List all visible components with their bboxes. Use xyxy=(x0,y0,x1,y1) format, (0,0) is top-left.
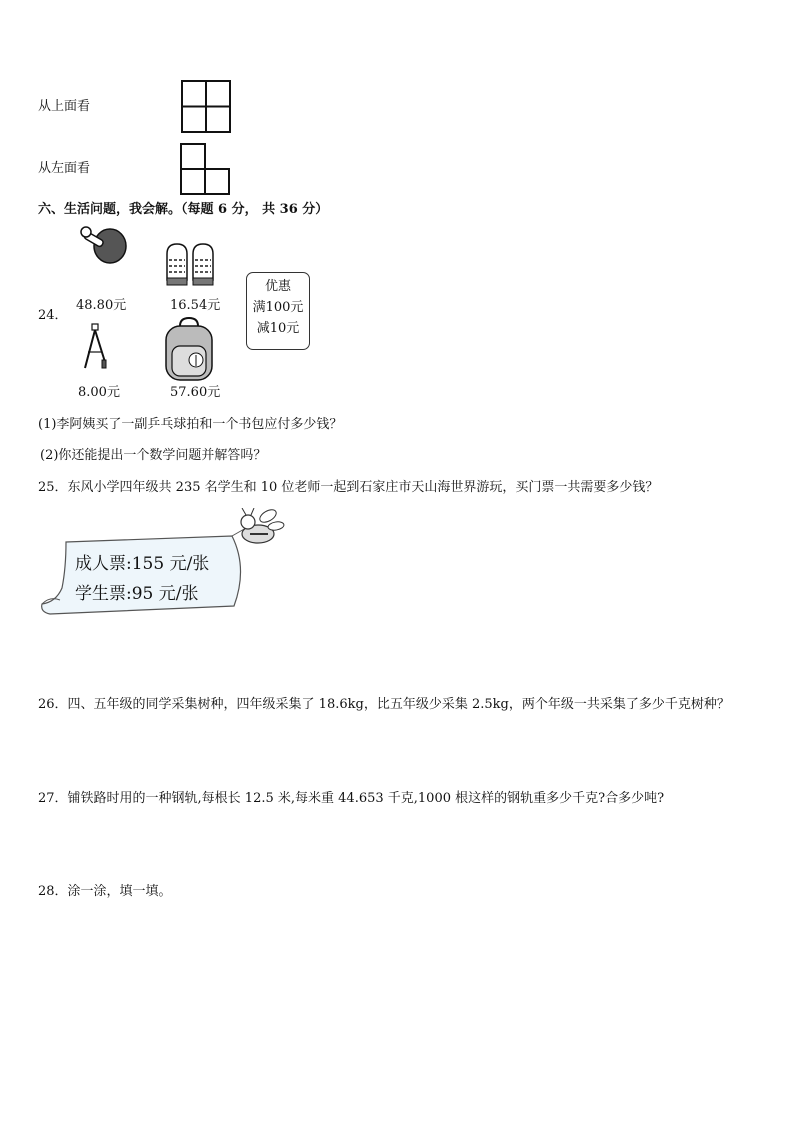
adult-ticket-price: 成人票:155 元/张 xyxy=(75,554,210,574)
promo-discount: 减10元 xyxy=(256,321,300,336)
price-mittens: 16.54元 xyxy=(170,298,221,313)
q25-text: 25．东风小学四年级共 235 名学生和 10 位老师一起到石家庄市天山海世界游玩，买门票一共需要多少钱？ xyxy=(38,480,659,495)
top-view-figure xyxy=(181,80,231,133)
section-six-heading: 六、生活问题，我会解。（每题 6 分， 共 36 分） xyxy=(38,202,329,217)
compass-icon xyxy=(80,322,110,372)
left-view-figure xyxy=(180,143,230,195)
promo-box xyxy=(246,272,310,350)
view-top-label: 从上面看 xyxy=(38,99,91,114)
top-view-grid xyxy=(181,80,231,133)
price-paddle: 48.80元 xyxy=(76,298,127,313)
student-ticket-price: 学生票:95 元/张 xyxy=(75,584,199,604)
q28-text: 28．涂一涂，填一填。 xyxy=(38,884,172,899)
mittens-icon xyxy=(163,240,219,288)
price-compass: 8.00元 xyxy=(78,385,120,400)
promo-title: 优惠 xyxy=(264,279,291,294)
promo-threshold: 满100元 xyxy=(252,300,304,315)
view-left-label: 从左面看 xyxy=(38,161,91,176)
price-backpack: 57.60元 xyxy=(170,385,221,400)
q27-text: 27．铺铁路时用的一种钢轨,每根长 12.5 米,每米重 44.653 千克,1000 根这样的钢轨重多少千克?合多少吨? xyxy=(38,791,665,806)
backpack-icon xyxy=(158,316,220,382)
q24-sub1: (1)李阿姨买了一副乒乓球拍和一个书包应付多少钱？ xyxy=(38,417,343,432)
q26-text: 26．四、五年级的同学采集树种，四年级采集了 18.6kg，比五年级少采集 2.5kg，两个年级一共采集了多少千克树种？ xyxy=(38,697,730,712)
q24-sub2: (2)你还能提出一个数学问题并解答吗？ xyxy=(40,448,267,463)
left-view-grid xyxy=(180,143,230,195)
ticket-sign xyxy=(36,508,286,618)
q24-number: 24． xyxy=(38,308,68,323)
ping-pong-paddle-icon xyxy=(76,224,130,266)
